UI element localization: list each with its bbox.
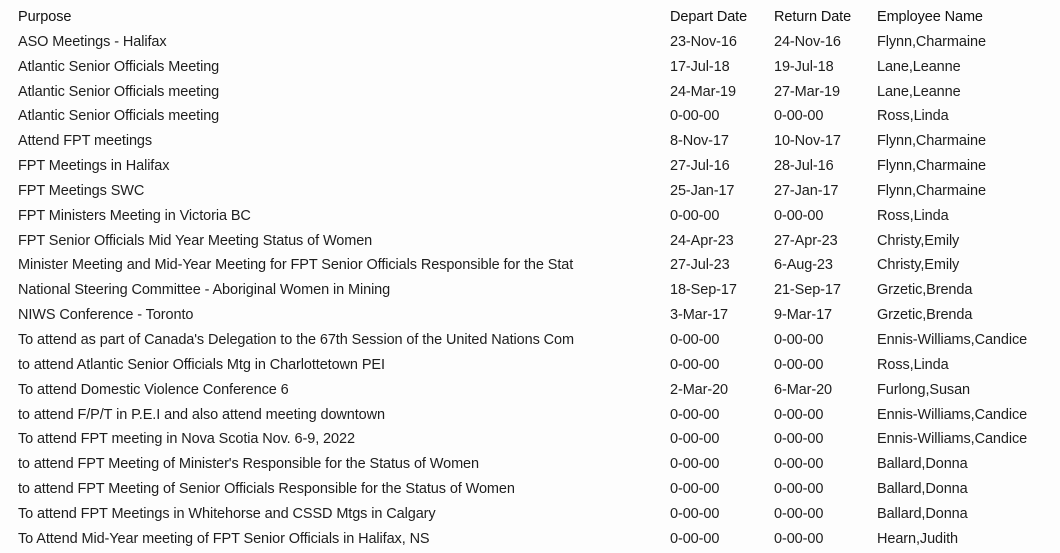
depart-date-cell: 18-Sep-17 bbox=[670, 282, 737, 299]
table-row bbox=[18, 30, 1058, 55]
depart-date-cell: 24-Mar-19 bbox=[670, 83, 736, 100]
table-row bbox=[18, 253, 1058, 278]
depart-date-cell: 17-Jul-18 bbox=[670, 58, 730, 75]
table-row bbox=[18, 353, 1058, 378]
purpose-cell: To Attend Mid-Year meeting of FPT Senior Officials in Halifax, NS bbox=[18, 530, 430, 547]
return-date-cell: 0-00-00 bbox=[774, 108, 824, 125]
depart-date-cell: 8-Nov-17 bbox=[670, 133, 729, 150]
depart-date-cell: 27-Jul-23 bbox=[670, 257, 730, 274]
return-date-cell: 10-Nov-17 bbox=[774, 133, 841, 150]
purpose-cell: FPT Meetings in Halifax bbox=[18, 158, 170, 175]
purpose-cell: to attend F/P/T in P.E.I and also attend meeting downtown bbox=[18, 406, 385, 423]
table-row bbox=[18, 104, 1058, 129]
purpose-cell: FPT Meetings SWC bbox=[18, 182, 145, 199]
table-row bbox=[18, 229, 1058, 254]
table-row bbox=[18, 55, 1058, 80]
depart-date-cell: 0-00-00 bbox=[670, 331, 720, 348]
return-date-cell: 21-Sep-17 bbox=[774, 282, 841, 299]
employee-name-cell: Ennis-Williams,Candice bbox=[877, 431, 1028, 448]
purpose-cell: To attend FPT Meetings in Whitehorse and CSSD Mtgs in Calgary bbox=[18, 505, 436, 522]
purpose-cell: To attend as part of Canada's Delegation to the 67th Session of the United Nations Com bbox=[18, 331, 574, 348]
table-row bbox=[18, 303, 1058, 328]
employee-name-cell: Flynn,Charmaine bbox=[877, 133, 986, 150]
depart-date-cell: 0-00-00 bbox=[670, 456, 720, 473]
column-header-return-date: Return Date bbox=[774, 9, 852, 25]
purpose-cell: Atlantic Senior Officials meeting bbox=[18, 108, 220, 125]
table-row bbox=[18, 452, 1058, 477]
table-row bbox=[18, 179, 1058, 204]
table-row bbox=[18, 80, 1058, 105]
employee-name-cell: Ennis-Williams,Candice bbox=[877, 406, 1028, 423]
employee-name-cell: Lane,Leanne bbox=[877, 58, 961, 75]
table-body bbox=[18, 30, 1058, 552]
employee-name-cell: Christy,Emily bbox=[877, 257, 960, 274]
table-row bbox=[18, 154, 1058, 179]
return-date-cell: 27-Mar-19 bbox=[774, 83, 840, 100]
employee-name-cell: Christy,Emily bbox=[877, 232, 960, 249]
table-row bbox=[18, 378, 1058, 403]
employee-name-cell: Ballard,Donna bbox=[877, 481, 968, 498]
depart-date-cell: 27-Jul-16 bbox=[670, 158, 730, 175]
depart-date-cell: 0-00-00 bbox=[670, 406, 720, 423]
return-date-cell: 0-00-00 bbox=[774, 431, 824, 448]
return-date-cell: 0-00-00 bbox=[774, 505, 824, 522]
purpose-cell: to attend Atlantic Senior Officials Mtg in Charlottetown PEI bbox=[18, 356, 385, 373]
purpose-cell: to attend FPT Meeting of Senior Officials Responsible for the Status of Women bbox=[18, 481, 515, 498]
employee-name-cell: Ballard,Donna bbox=[877, 456, 968, 473]
employee-name-cell: Ross,Linda bbox=[877, 108, 949, 125]
employee-name-cell: Flynn,Charmaine bbox=[877, 33, 986, 50]
table-row bbox=[18, 278, 1058, 303]
employee-name-cell: Flynn,Charmaine bbox=[877, 158, 986, 175]
return-date-cell: 0-00-00 bbox=[774, 356, 824, 373]
employee-name-cell: Ross,Linda bbox=[877, 207, 949, 224]
employee-name-cell: Lane,Leanne bbox=[877, 83, 961, 100]
employee-name-cell: Furlong,Susan bbox=[877, 381, 971, 398]
return-date-cell: 9-Mar-17 bbox=[774, 307, 833, 324]
depart-date-cell: 0-00-00 bbox=[670, 481, 720, 498]
purpose-cell: Minister Meeting and Mid-Year Meeting for FPT Senior Officials Responsible for the Stat bbox=[18, 257, 574, 274]
purpose-cell: National Steering Committee - Aboriginal Women in Mining bbox=[18, 282, 391, 299]
purpose-cell: Atlantic Senior Officials Meeting bbox=[18, 58, 220, 75]
depart-date-cell: 3-Mar-17 bbox=[670, 307, 729, 324]
return-date-cell: 27-Jan-17 bbox=[774, 182, 839, 199]
travel-records-table bbox=[18, 5, 1058, 552]
return-date-cell: 28-Jul-16 bbox=[774, 158, 834, 175]
purpose-cell: FPT Senior Officials Mid Year Meeting Status of Women bbox=[18, 232, 373, 249]
employee-name-cell: Ennis-Williams,Candice bbox=[877, 331, 1028, 348]
purpose-cell: NIWS Conference - Toronto bbox=[18, 307, 194, 324]
depart-date-cell: 24-Apr-23 bbox=[670, 232, 734, 249]
purpose-cell: Attend FPT meetings bbox=[18, 133, 153, 150]
table-row bbox=[18, 427, 1058, 452]
column-header-purpose: Purpose bbox=[18, 9, 72, 25]
depart-date-cell: 2-Mar-20 bbox=[670, 381, 729, 398]
purpose-cell: Atlantic Senior Officials meeting bbox=[18, 83, 220, 100]
depart-date-cell: 0-00-00 bbox=[670, 431, 720, 448]
table-row bbox=[18, 328, 1058, 353]
purpose-cell: To attend Domestic Violence Conference 6 bbox=[18, 381, 289, 398]
return-date-cell: 0-00-00 bbox=[774, 530, 824, 547]
depart-date-cell: 0-00-00 bbox=[670, 356, 720, 373]
purpose-cell: to attend FPT Meeting of Minister's Responsible for the Status of Women bbox=[18, 456, 479, 473]
employee-name-cell: Hearn,Judith bbox=[877, 530, 959, 547]
header-row bbox=[18, 5, 1058, 30]
return-date-cell: 0-00-00 bbox=[774, 331, 824, 348]
return-date-cell: 0-00-00 bbox=[774, 207, 824, 224]
return-date-cell: 24-Nov-16 bbox=[774, 33, 841, 50]
employee-name-cell: Grzetic,Brenda bbox=[877, 282, 973, 299]
return-date-cell: 27-Apr-23 bbox=[774, 232, 838, 249]
table-row bbox=[18, 204, 1058, 229]
return-date-cell: 0-00-00 bbox=[774, 406, 824, 423]
return-date-cell: 19-Jul-18 bbox=[774, 58, 834, 75]
depart-date-cell: 25-Jan-17 bbox=[670, 182, 735, 199]
employee-name-cell: Flynn,Charmaine bbox=[877, 182, 986, 199]
employee-name-cell: Ballard,Donna bbox=[877, 505, 968, 522]
table-row bbox=[18, 502, 1058, 527]
table-row bbox=[18, 477, 1058, 502]
return-date-cell: 6-Mar-20 bbox=[774, 381, 833, 398]
column-header-depart-date: Depart Date bbox=[670, 9, 748, 25]
depart-date-cell: 0-00-00 bbox=[670, 207, 720, 224]
return-date-cell: 0-00-00 bbox=[774, 481, 824, 498]
column-header-employee-name: Employee Name bbox=[877, 9, 983, 25]
return-date-cell: 6-Aug-23 bbox=[774, 257, 833, 274]
return-date-cell: 0-00-00 bbox=[774, 456, 824, 473]
table-row bbox=[18, 403, 1058, 428]
depart-date-cell: 0-00-00 bbox=[670, 530, 720, 547]
depart-date-cell: 0-00-00 bbox=[670, 505, 720, 522]
depart-date-cell: 0-00-00 bbox=[670, 108, 720, 125]
table-row bbox=[18, 129, 1058, 154]
purpose-cell: FPT Ministers Meeting in Victoria BC bbox=[18, 207, 251, 224]
employee-name-cell: Ross,Linda bbox=[877, 356, 949, 373]
purpose-cell: ASO Meetings - Halifax bbox=[18, 33, 167, 50]
table-row bbox=[18, 527, 1058, 552]
depart-date-cell: 23-Nov-16 bbox=[670, 33, 737, 50]
purpose-cell: To attend FPT meeting in Nova Scotia Nov. 6-9, 2022 bbox=[18, 431, 355, 448]
employee-name-cell: Grzetic,Brenda bbox=[877, 307, 973, 324]
